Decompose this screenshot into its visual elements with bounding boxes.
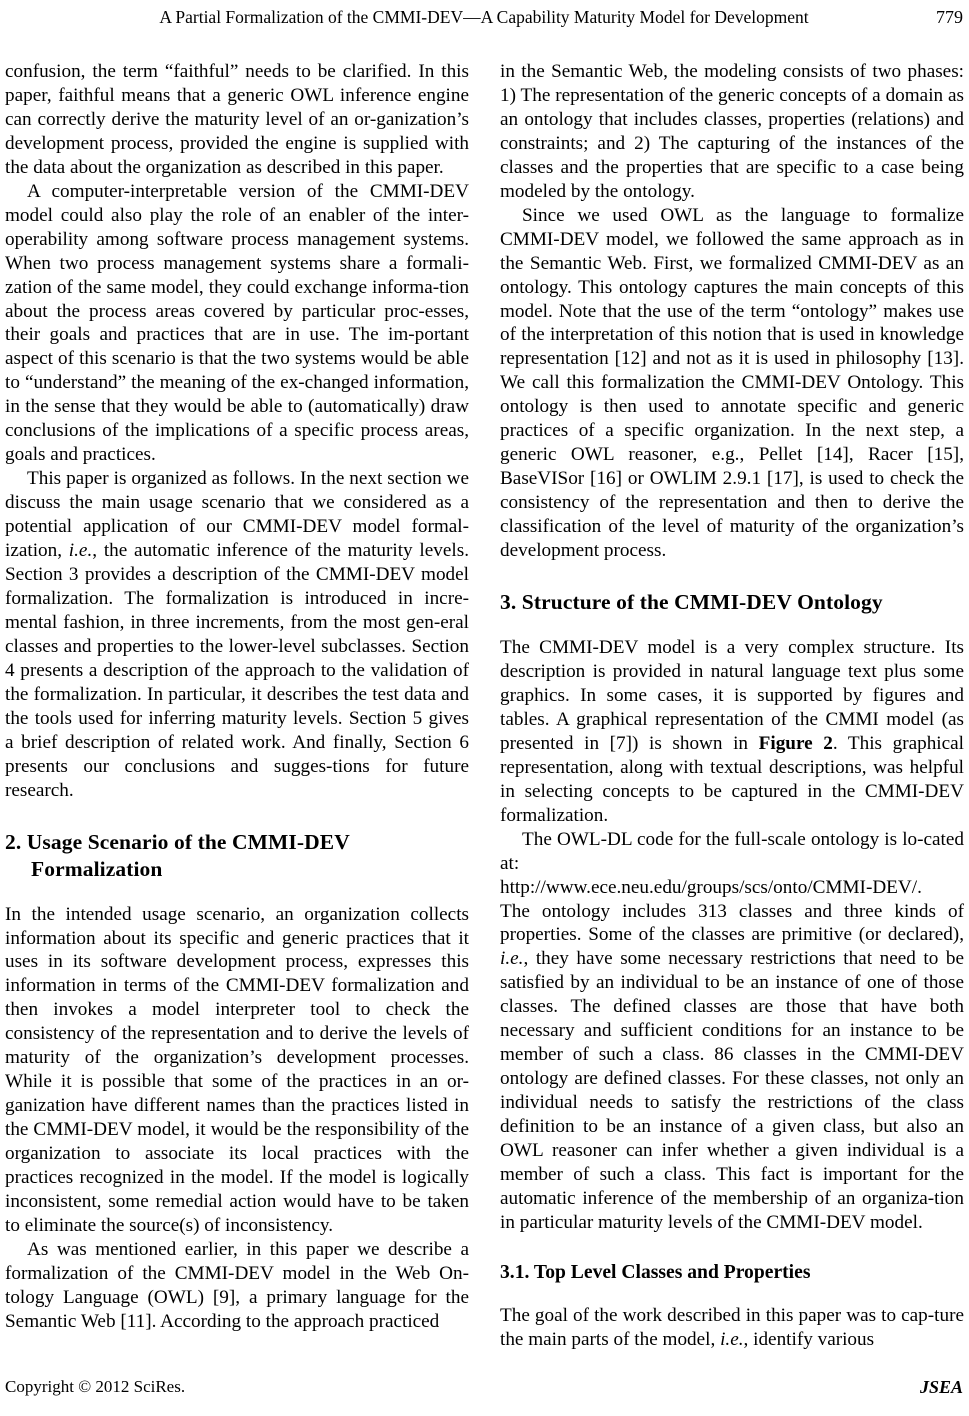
spacer-before-section-2 [5,803,469,829]
copyright-notice: Copyright © 2012 SciRes. [5,1377,186,1396]
article-body [5,60,964,1350]
paragraph-confusion: confusion, the term “faithful” needs to be clarified. In this paper, faithful means that a generic OWL inference engine can correctly derive the maturity level of an or-ganization’s development process, provided the engine is supplied with the data about the organization as described in this paper. [5,61,469,178]
paragraph-goal-part2: , identify various [743,1328,875,1350]
paragraph-goal-part1: The goal of the work described in this paper was to cap-ture the main parts of the model, [500,1304,964,1350]
paragraph-owl-dl-intro: The OWL-DL code for the full-scale ontology is lo-cated at: [500,828,964,874]
journal-abbreviation: JSEA [919,1377,963,1397]
paragraph-ontology-part2: , they have some necessary restrictions that need to be satisfied by an individual to be an instance of one of those classes. The defined classes are those that have both necessary and sufficient conditions for an instance to be member of such a class. 86 classes in the CMMI-DEV ontology are defined classes. For these classes, not only an individual needs to satisfy the restrictions of the class definition to be an instance of a given class, but also an OWL reasoner can infer whether a given individual is a member of such a class. This fact is important for the automatic inference of the membership of an organiza-tion in particular maturity levels of the CMMI-DEV model. [500,948,964,1233]
ontology-url: http://www.ece.neu.edu/groups/scs/onto/CMMI-DEV/. [500,876,922,898]
paragraph-organization-part1: This paper is organized as follows. In the next section we discuss the main usage scenario that we considered as a potential application of our CMMI-DEV model formal-ization, [5,468,469,562]
page-number: 779 [936,7,963,27]
page-footer [5,1376,963,1402]
inline-italic-ie: i.e. [68,540,93,562]
spacer-before-subsection-31 [500,1235,964,1260]
paragraph-semantic-web-phases: in the Semantic Web, the modeling consists of two phases: 1) The representation of the generic concepts of a domain as an ontology that includes classes, properties (relations) and constraints; and 2) The capturing of the instances of the classes and the properties that are specific to a case being modeled by the ontology. [500,61,964,202]
spacer-after-subsection-31 [500,1285,964,1304]
paragraph-computer-interpretable: A computer-interpretable version of the CMMI-DEV model could also play the role of an enabler of the inter-operability among software process management systems. When two process management systems share a formali-zation of the same model, they could exchange informa-tion about the process areas covered by particular proc-esses, their goals and practices that are in use. The im-portant aspect of this scenario is that the two systems would be able to “understand” the meaning of the ex-changed information, in the sense that they would be able to (automatically) draw conclusions of the implications of a specific process areas, goals and practices. [5,180,469,466]
right-column [500,60,964,1350]
paragraph-cmmi-dev-complex [500,636,964,828]
running-head [5,6,963,30]
paragraph-since-we-used-owl: Since we used OWL as the language to formalize CMMI-DEV model, we followed the same approach as in the Semantic Web. First, we formalized CMMI-DEV as an ontology. This ontology captures the main concepts of this model. Note that the use of the term “ontology” makes use of the interpretation of this notion that is used in knowledge representation [12] and not as it is used in philosophy [13]. We call this formalization the CMMI-DEV Ontology. This ontology is then used to annotate specific and generic practices of a specific organization. In the next step, a generic OWL reasoner, e.g., Pellet [14], Racer [15], BaseVISor [16] or OWLIM 2.9.1 [17], is used to check the consistency of the representation and then to derive the classification of the level of maturity of the organization’s development process. [500,204,964,562]
section-heading-2-line2: Formalization [31,856,163,881]
paragraph-usage-scenario: In the intended usage scenario, an organization collects information about its specific and generic practices that it uses in its software development process, expresses this information in terms of the CMMI-DEV formalization and then invokes a model interpreter tool to check the consistency of the representation and to derive the levels of maturity of the organization’s development processes. While it is possible that some of the practices in an or-ganization have different names than the practices listed in the CMMI-DEV model, it would be the responsibility of the organization to associate its local practices with the practices recognized in the model. If the model is logically inconsistent, some remedial action would have to be taken to eliminate the source(s) of inconsistency. [5,903,469,1236]
paragraph-organization-part2: , the automatic inference of the maturity levels. Section 3 provides a description of the CMMI-DEV model formalization. The formalization is introduced in incre-mental fashion, in three increments, from the most gen-eral classes and properties to the lower-level subclasses. Section 4 presents a description of the approach to the validation of the formalization. In particular, it describes the test data and the tools used for inferring maturity levels. Section 5 gives a brief description of related work. And finally, Section 6 presents our conclusions and sugges-tions for future research. [5,540,469,801]
paragraph-ontology-part1: The ontology includes 313 classes and three kinds of properties. Some of the classes are primitive (or declared), [500,900,964,946]
inline-bold-figure-2: Figure 2 [758,732,833,754]
paragraph-goal-of-work [500,1304,964,1352]
paragraph-as-was-mentioned: As was mentioned earlier, in this paper we describe a formalization of the CMMI-DEV model in the Web On-tology Language (OWL) [9], a primary language for the Semantic Web [11]. According to the approach practiced [5,1238,469,1332]
running-head-title: A Partial Formalization of the CMMI-DEV—A Capability Maturity Model for Development [159,7,809,27]
inline-italic-ie-right: i.e. [500,948,524,970]
paragraph-cmmi-dev-complex-part2: . This graphical representation, along with textual descriptions, was helpful in selecting concepts to be captured in the CMMI-DEV formalization. [500,732,964,826]
spacer-after-section-2 [5,883,469,903]
paragraph-organization [5,467,469,802]
subsection-heading-3-1: 3.1. Top Level Classes and Properties [500,1261,811,1283]
section-heading-3: 3. Structure of the CMMI-DEV Ontology [500,590,883,615]
paragraph-cmmi-dev-complex-part1: The CMMI-DEV model is a very complex structure. Its description is provided in natural language text plus some graphics. In some cases, it is supported by figures and tables. A graphical representation of the CMMI model (as presented in [7]) is shown in [500,637,964,754]
left-column [5,60,469,1350]
spacer-after-section-3 [500,616,964,636]
section-heading-2-line1: 2. Usage Scenario of the CMMI-DEV [5,829,350,854]
paragraph-owl-dl-code [500,828,964,1235]
spacer-before-section-3 [500,563,964,589]
section-heading-2 [5,829,469,883]
inline-italic-ie-goal: i.e. [720,1328,744,1350]
